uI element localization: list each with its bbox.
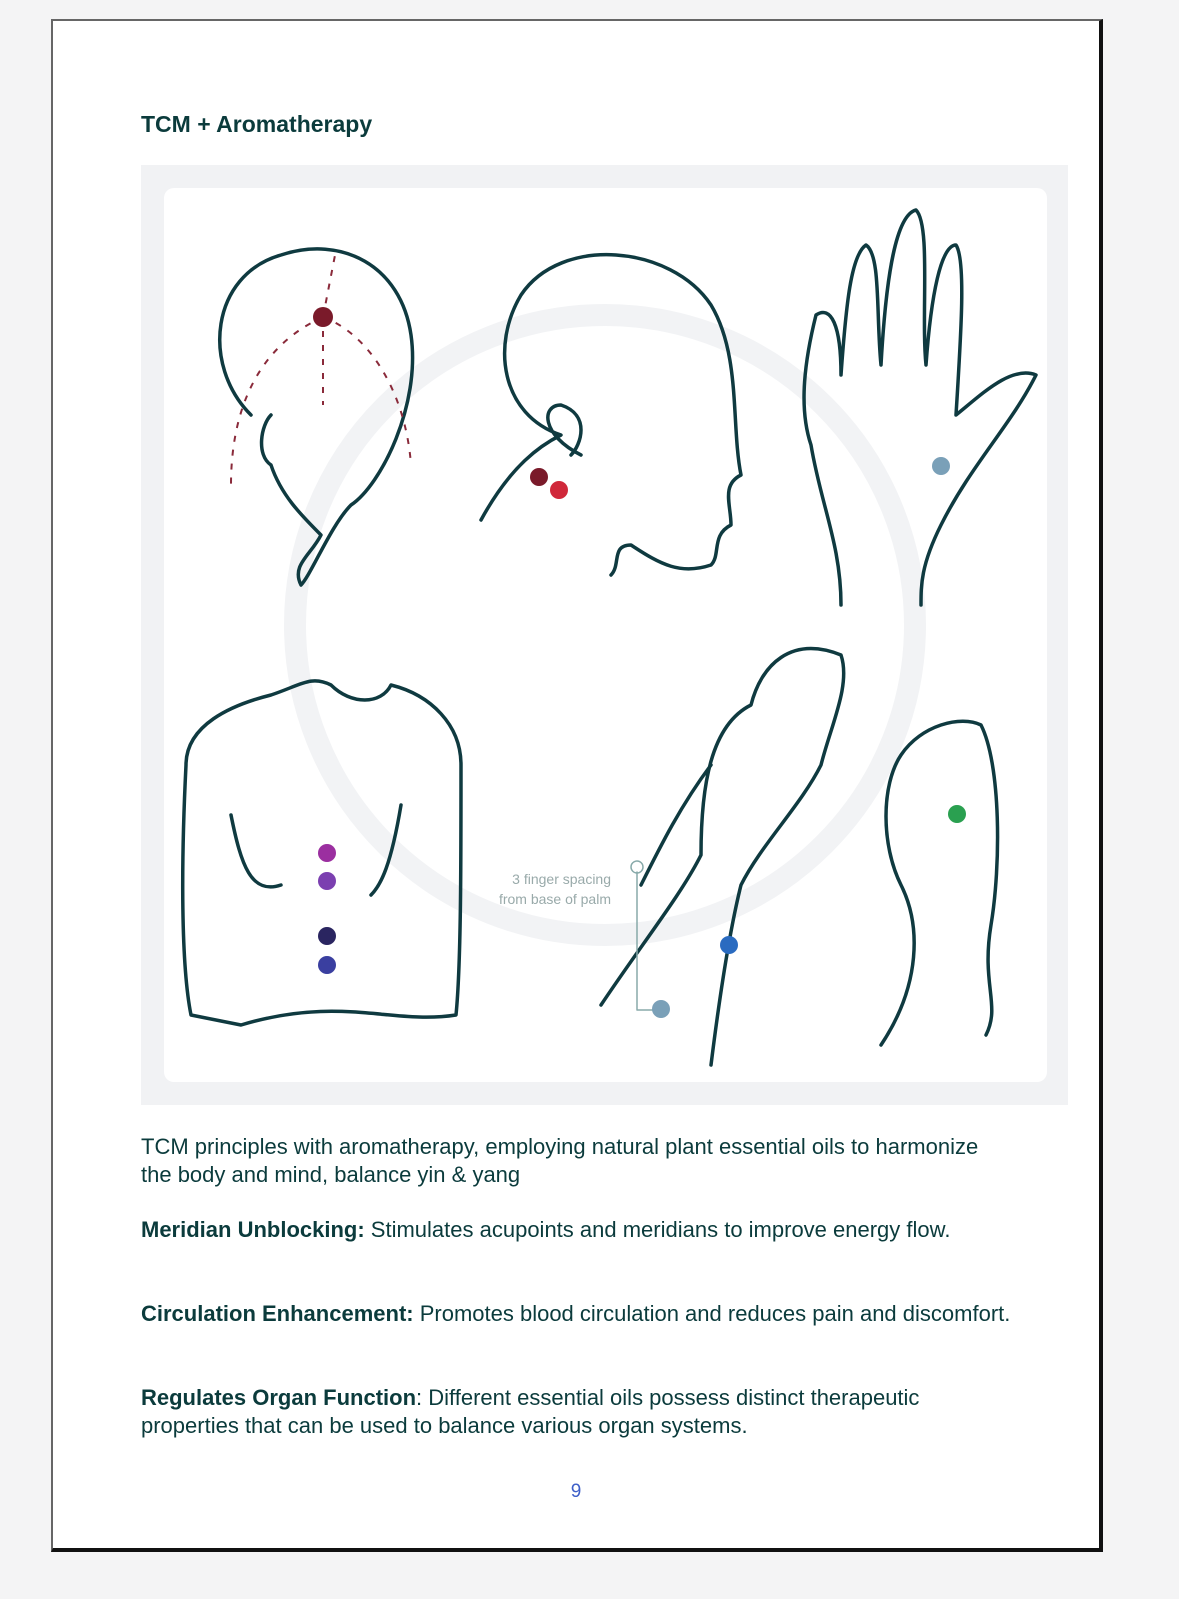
acupoint-dot <box>318 872 336 890</box>
page-title: TCM + Aromatherapy <box>141 111 373 137</box>
point-heading: Meridian Unblocking: <box>141 1217 365 1242</box>
page-number: 9 <box>570 1481 582 1502</box>
point-meridian <box>141 1216 1011 1244</box>
annotation-text-2: from base of palm <box>498 891 611 907</box>
point-circulation <box>141 1300 1011 1328</box>
point-organ <box>141 1384 1011 1440</box>
acupoint-dot <box>720 936 738 954</box>
point-text: Stimulates acupoints and meridians to improve energy flow. <box>364 1217 951 1242</box>
point-text: Promotes blood circulation and reduces pain and discomfort. <box>413 1301 1011 1326</box>
document-page <box>51 19 1103 1552</box>
line-art-figures <box>141 165 1068 1105</box>
acupoint-dot <box>318 927 336 945</box>
acupoint-dot <box>932 457 950 475</box>
acupoint-dot <box>530 468 548 486</box>
point-text: : Different essential oils possess distinct therapeutic properties that can be used to balance various organ systems. <box>141 1385 920 1438</box>
acupoint-dot <box>313 307 333 327</box>
acupoint-dot <box>318 956 336 974</box>
point-heading: Circulation Enhancement: <box>141 1301 414 1326</box>
annotation-text-1: 3 finger spacing <box>512 871 611 887</box>
intro-paragraph: TCM principles with aromatherapy, employing natural plant essential oils to harmonize the body and mind, balance yin & yang <box>141 1134 979 1187</box>
point-heading: Regulates Organ Function <box>141 1385 417 1410</box>
acupoint-dot <box>318 844 336 862</box>
acupoint-illustration <box>141 165 1068 1105</box>
acupoint-dot <box>652 1000 670 1018</box>
acupoint-dot <box>550 481 568 499</box>
acupoint-dot <box>948 805 966 823</box>
